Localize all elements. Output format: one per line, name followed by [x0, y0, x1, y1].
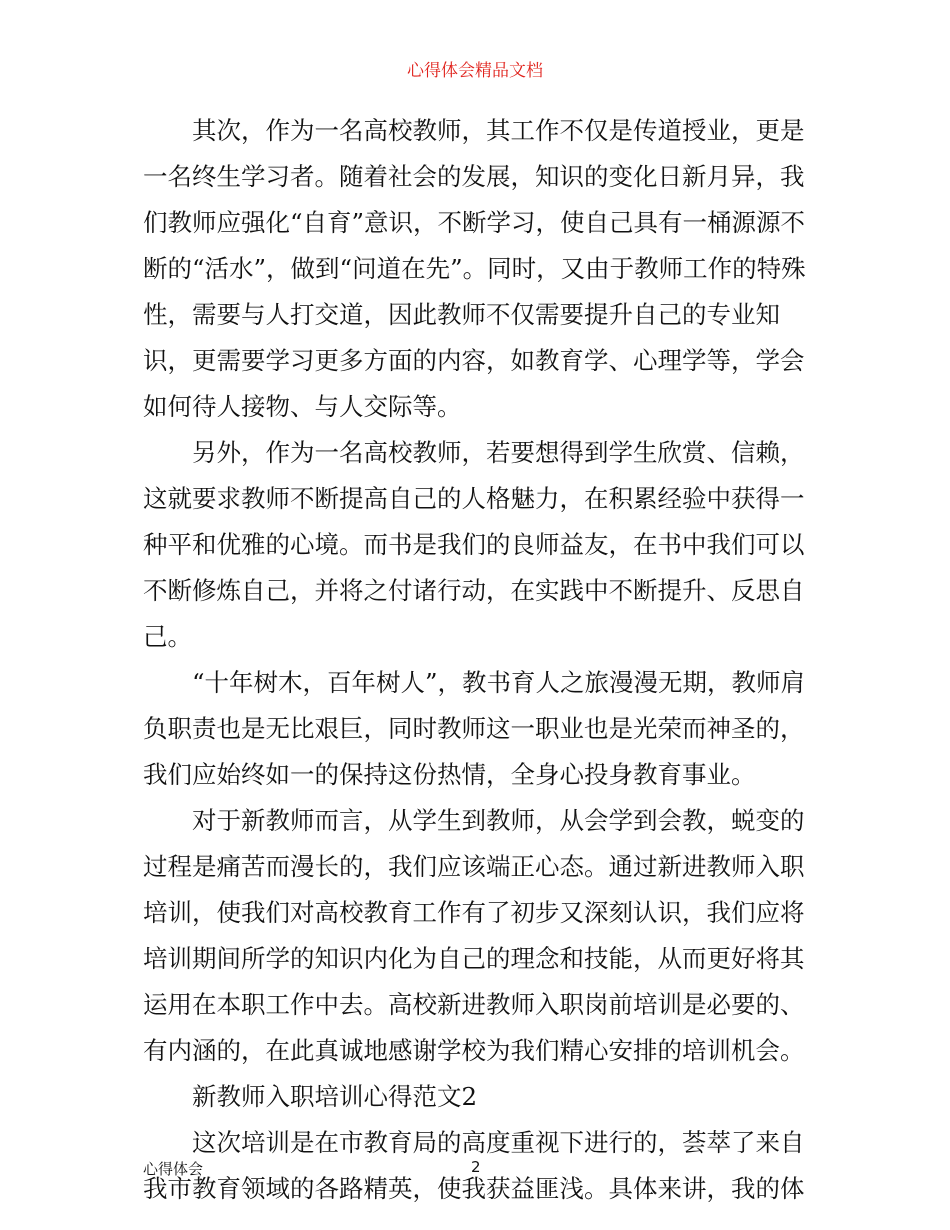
document-header: 心得体会精品文档 — [407, 61, 543, 81]
paragraph: “十年树木，百年树人”，教书育人之旅漫漫无期，教师肩负职责也是无比艰巨，同时教师这一职业也是光荣而神圣的，我们应始终如一的保持这份热情，全身心投身教育事业。 — [143, 668, 806, 789]
paragraph: 其次，作为一名高校教师，其工作不仅是传道授业，更是一名终生学习者。随着社会的发展，知识的变化日新月异，我们教师应强化“自育”意识，不断学习，使自己具有一桶源源不断的“活水”，做到“问道在先”。同时，又由于教师工作的特殊性，需要与人打交道，因此教师不仅需要提升自己的专业知识，更需要学习更多方面的内容，如教育学、心理学等，学会如何待人接物、与人交际等。 — [143, 116, 806, 421]
document-body — [143, 108, 815, 1212]
page-number: 2 — [471, 1158, 481, 1176]
paragraph: 这次培训是在市教育局的高度重视下进行的，荟萃了来自我市教育领域的各路精英，使我获益匪浅。具体来讲，我的体 — [143, 1128, 805, 1203]
paragraph: 另外，作为一名高校教师，若要想得到学生欣赏、信赖，这就要求教师不断提高自己的人格魅力，在积累经验中获得一种平和优雅的心境。而书是我们的良师益友，在书中我们可以不断修炼自己，并将之付诸行动，在实践中不断提升、反思自己。 — [143, 438, 805, 651]
section-heading: 新教师入职培训心得范文2 — [192, 1082, 478, 1111]
footer-label: 心得体会 — [143, 1160, 204, 1178]
paragraph: 对于新教师而言，从学生到教师，从会学到会教，蜕变的过程是痛苦而漫长的，我们应该端正心态。通过新进教师入职培训，使我们对高校教育工作有了初步又深刻认识，我们应将培训期间所学的知识内化为自己的理念和技能，从而更好将其运用在本职工作中去。高校新进教师入职岗前培训是必要的、有内涵的，在此真诚地感谢学校为我们精心安排的培训机会。 — [143, 806, 805, 1065]
